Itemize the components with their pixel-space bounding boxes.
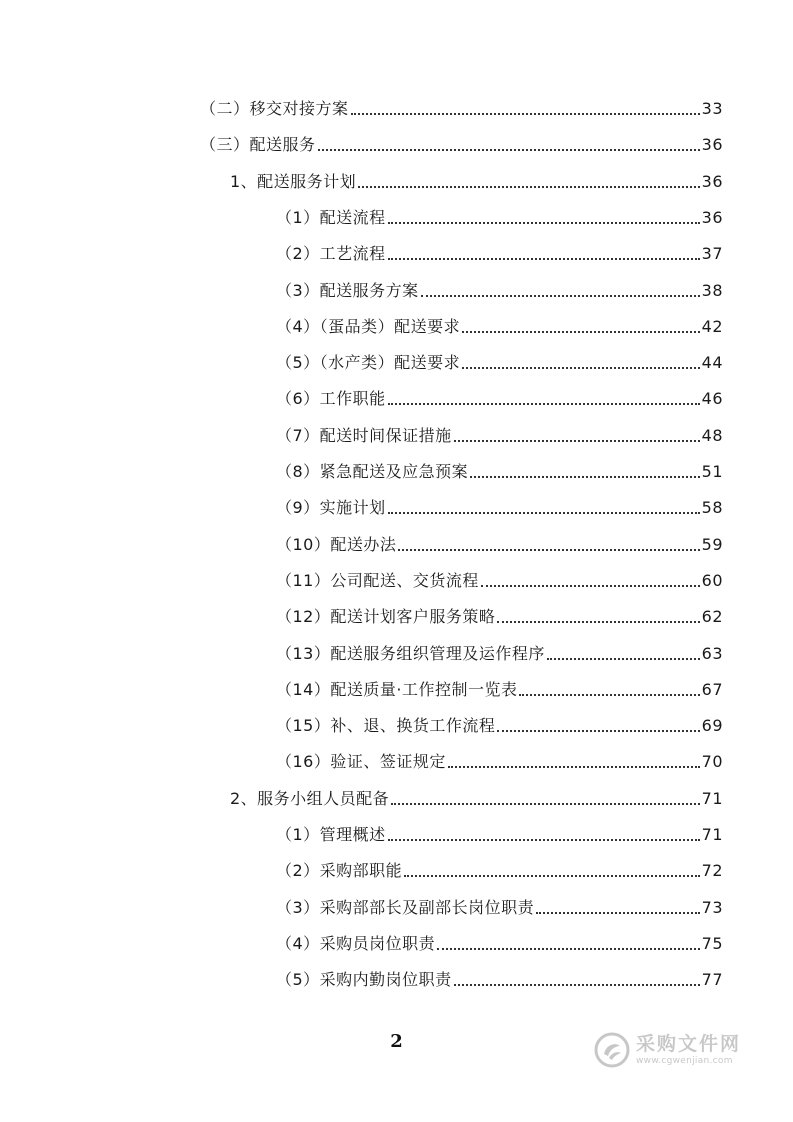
toc-leader-dots [497,729,699,732]
toc-leader-dots [388,221,700,224]
cgwenjian-logo-icon [594,1032,630,1068]
toc-entry-title: （3）采购部部长及副部长岗位职责 [276,897,535,917]
toc-entry-page: 60 [701,570,723,590]
toc-entry[interactable] [276,928,723,960]
toc-entry-title: 2、服务小组人员配备 [230,788,390,808]
toc-entry-page: 44 [701,353,723,373]
toc-leader-dots [358,185,699,188]
toc-entry-page: 59 [701,534,723,554]
toc-entry-title: （2）工艺流程 [276,244,386,264]
page-number: 2 [390,1031,403,1052]
toc-leader-dots [462,366,699,369]
toc-entry[interactable] [276,855,723,887]
toc-entry-title: （5）采购内勤岗位职责 [276,970,452,990]
toc-entry[interactable] [276,710,723,742]
toc-entry[interactable] [230,783,723,815]
toc-entry-title: （7）配送时间保证措施 [276,425,452,445]
toc-entry-title: （二）移交对接方案 [200,99,349,118]
toc-entry[interactable] [276,529,723,561]
toc-entry-title: （11）公司配送、交货流程 [276,570,479,590]
watermark-url: www.cgwenjian.com [636,1056,733,1066]
toc-entry-page: 73 [701,897,723,917]
toc-entry-page: 62 [701,607,723,627]
toc-entry-page: 38 [701,280,723,300]
toc-entry[interactable] [276,202,723,234]
toc-entry-page: 42 [701,316,723,336]
toc-entry-page: 70 [701,752,723,772]
toc-entry[interactable] [276,819,723,851]
toc-entry[interactable] [276,456,723,488]
toc-entry-title: （13）配送服务组织管理及运作程序 [276,643,545,663]
toc-leader-dots [481,584,700,587]
toc-leader-dots [454,439,700,442]
toc-entry[interactable] [276,638,723,670]
toc-entry-title: （1）管理概述 [276,825,386,844]
toc-entry[interactable] [276,420,723,452]
toc-entry-page: 71 [701,788,723,808]
toc-leader-dots [454,983,700,986]
toc-entry[interactable] [276,964,723,996]
watermark-name: 采购文件网 [636,1033,742,1055]
toc-leader-dots [391,802,699,805]
toc-entry[interactable] [276,311,723,343]
toc-entry-page: 46 [701,389,723,409]
toc-entry[interactable] [276,238,723,270]
toc-entry[interactable] [276,492,723,524]
toc-entry-title: （10）配送办法 [276,534,397,554]
toc-entry[interactable] [276,674,723,706]
toc-entry[interactable] [276,601,723,633]
toc-entry-page: 36 [701,135,723,155]
toc-entry[interactable] [200,93,723,125]
toc-entry-title: （三）配送服务 [200,135,316,155]
toc-entry[interactable] [276,892,723,924]
toc-entry-title: （6）工作职能 [276,389,386,409]
toc-entry-page: 77 [701,970,723,990]
toc-entry-page: 51 [701,462,723,481]
toc-entry-page: 36 [701,207,723,227]
toc-leader-dots [388,257,700,260]
toc-entry-page: 33 [701,99,723,118]
toc-entry-title: （5）（水产类）配送要求 [276,353,461,373]
toc-entry-title: 1、配送服务计划 [230,171,357,191]
toc-leader-dots [351,112,700,115]
toc-leader-dots [398,548,699,551]
toc-entry-title: （16）验证、签证规定 [276,752,446,772]
toc-entry[interactable] [276,275,723,307]
toc-entry[interactable] [230,166,723,198]
toc-leader-dots [462,330,699,333]
toc-entry-title: （12）配送计划客户服务策略 [276,607,496,627]
toc-entry-title: （9）实施计划 [276,498,386,518]
toc-entry-title: （14）配送质量·工作控制一览表 [276,679,518,699]
toc-entry-title: （4）采购员岗位职责 [276,933,436,953]
toc-entry-page: 48 [701,425,723,445]
toc-entry-page: 69 [701,716,723,736]
toc-leader-dots [547,657,700,660]
toc-entry-title: （4）（蛋品类）配送要求 [276,316,461,336]
toc-leader-dots [388,511,700,514]
toc-leader-dots [318,148,700,151]
toc-leader-dots [437,947,699,950]
toc-entry[interactable] [200,129,723,161]
toc-leader-dots [404,874,699,877]
toc-leader-dots [388,838,700,841]
toc-entry[interactable] [276,746,723,778]
toc-entry[interactable] [276,347,723,379]
toc-entry[interactable] [276,565,723,597]
toc-entry-title: （3）配送服务方案 [276,280,419,300]
toc-entry-title: （15）补、退、换货工作流程 [276,716,496,736]
toc-entry-page: 36 [701,171,723,191]
toc-entry-page: 71 [701,825,723,844]
watermark-text [636,1033,741,1067]
toc-leader-dots [470,475,699,478]
toc-entry-title: （2）采购部职能 [276,861,403,881]
toc-entry-page: 37 [701,244,723,264]
toc-entry-page: 75 [701,933,723,953]
toc-entry-page: 63 [701,643,723,663]
toc-leader-dots [448,765,700,768]
toc-leader-dots [388,402,700,405]
toc-entry-page: 67 [701,679,723,699]
toc-entry[interactable] [276,383,723,415]
toc-entry-title: （8）紧急配送及应急预案 [276,462,469,481]
toc-entry-page: 58 [701,498,723,518]
toc-entry-page: 72 [701,861,723,881]
toc-leader-dots [519,693,699,696]
toc-entry-title: （1）配送流程 [276,207,386,227]
watermark [594,1028,764,1072]
toc-leader-dots [497,620,699,623]
toc-leader-dots [421,294,700,297]
toc-leader-dots [536,911,699,914]
